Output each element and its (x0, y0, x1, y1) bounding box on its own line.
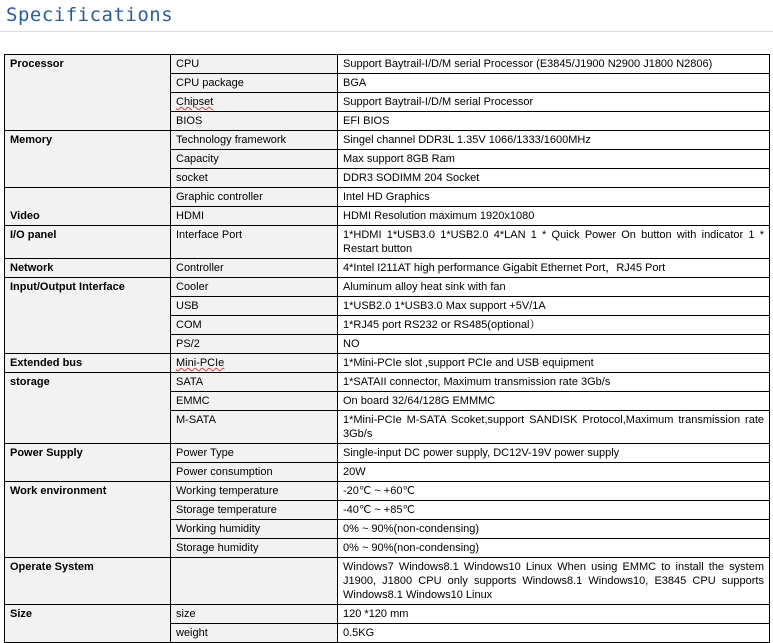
table-row (5, 226, 770, 259)
item-cell: USB (171, 297, 338, 316)
value-cell: Singel channel DDR3L 1.35V 1066/1333/1600MHz (338, 131, 770, 150)
item-cell: size (171, 605, 338, 624)
value-cell: 1*Mini-PCIe slot ,support PCIe and USB equipment (338, 354, 770, 373)
category-cell: I/O panel (5, 226, 171, 259)
item-cell: Cooler (171, 278, 338, 297)
spec-table-container (4, 54, 769, 643)
table-row (5, 188, 770, 207)
value-cell: Intel HD Graphics (338, 188, 770, 207)
category-cell: Operate System (5, 558, 171, 605)
item-cell: Storage temperature (171, 501, 338, 520)
item-cell: CPU (171, 55, 338, 74)
table-row (5, 278, 770, 297)
category-cell: Power Supply (5, 444, 171, 482)
item-text: Chipset (176, 96, 214, 108)
item-cell: Capacity (171, 150, 338, 169)
value-cell: Support Baytrail-I/D/M serial Processor (338, 93, 770, 112)
item-cell: CPU package (171, 74, 338, 93)
value-cell: 20W (338, 463, 770, 482)
item-cell: Controller (171, 259, 338, 278)
value-cell: 4*Intel I211AT high performance Gigabit Ethernet Port，RJ45 Port (338, 259, 770, 278)
table-row (5, 131, 770, 150)
category-cell: Memory (5, 131, 171, 188)
value-cell: Windows7 Windows8.1 Windows10 Linux When using EMMC to install the system J1900, J1800 CPU only supports Windows8.1 Windows10, E3845 CPU supports Windows8.1 Windows10 Linux (338, 558, 770, 605)
item-cell: Graphic controller (171, 188, 338, 207)
item-cell: socket (171, 169, 338, 188)
value-cell: Single-input DC power supply, DC12V-19V power supply (338, 444, 770, 463)
category-cell: storage (5, 373, 171, 444)
value-cell: NO (338, 335, 770, 354)
item-cell: SATA (171, 373, 338, 392)
category-cell: Size (5, 605, 171, 643)
table-row (5, 605, 770, 624)
category-cell: Input/Output Interface (5, 278, 171, 354)
value-cell: DDR3 SODIMM 204 Socket (338, 169, 770, 188)
value-cell: 0% ~ 90%(non-condensing) (338, 539, 770, 558)
value-cell: BGA (338, 74, 770, 93)
table-row (5, 373, 770, 392)
value-cell: 1*HDMI 1*USB3.0 1*USB2.0 4*LAN 1 * Quick Power On button with indicator 1 * Restart button (338, 226, 770, 259)
table-row (5, 444, 770, 463)
value-cell: 1*USB2.0 1*USB3.0 Max support +5V/1A (338, 297, 770, 316)
category-cell: Video (5, 188, 171, 226)
item-cell: M-SATA (171, 411, 338, 444)
item-cell (171, 354, 338, 373)
item-cell: Power Type (171, 444, 338, 463)
value-cell: Aluminum alloy heat sink with fan (338, 278, 770, 297)
category-cell: Network (5, 259, 171, 278)
item-cell: Power consumption (171, 463, 338, 482)
table-row (5, 482, 770, 501)
table-row (5, 55, 770, 74)
item-cell: BIOS (171, 112, 338, 131)
item-cell: EMMC (171, 392, 338, 411)
spec-table (4, 54, 770, 643)
item-cell: weight (171, 624, 338, 643)
item-cell: Working temperature (171, 482, 338, 501)
item-cell (171, 93, 338, 112)
value-cell: On board 32/64/128G EMMMC (338, 392, 770, 411)
value-cell: 1*Mini-PCIe M-SATA Scoket,support SANDISK Protocol,Maximum transmission rate 3Gb/s (338, 411, 770, 444)
value-cell: 1*SATAII connector, Maximum transmission rate 3Gb/s (338, 373, 770, 392)
value-cell: 0.5KG (338, 624, 770, 643)
value-cell: 1*RJ45 port RS232 or RS485(optional） (338, 316, 770, 335)
item-cell: Working humidity (171, 520, 338, 539)
item-cell: COM (171, 316, 338, 335)
table-row (5, 354, 770, 373)
page-title: Specifications (6, 4, 174, 26)
category-cell: Processor (5, 55, 171, 131)
item-cell: Technology framework (171, 131, 338, 150)
value-cell: Max support 8GB Ram (338, 150, 770, 169)
table-row (5, 259, 770, 278)
category-cell: Work environment (5, 482, 171, 558)
item-cell: Storage humidity (171, 539, 338, 558)
value-cell: HDMI Resolution maximum 1920x1080 (338, 207, 770, 226)
title-divider (0, 31, 773, 32)
table-row (5, 558, 770, 605)
value-cell: EFI BIOS (338, 112, 770, 131)
value-cell: -20℃ ~ +60℃ (338, 482, 770, 501)
value-cell: 0% ~ 90%(non-condensing) (338, 520, 770, 539)
value-cell: -40℃ ~ +85℃ (338, 501, 770, 520)
item-cell: PS/2 (171, 335, 338, 354)
category-cell: Extended bus (5, 354, 171, 373)
item-text: Mini-PCIe (176, 357, 225, 369)
value-cell: Support Baytrail-I/D/M serial Processor (E3845/J1900 N2900 J1800 N2806) (338, 55, 770, 74)
item-cell: HDMI (171, 207, 338, 226)
item-cell (171, 558, 338, 605)
value-cell: 120 *120 mm (338, 605, 770, 624)
item-cell: Interface Port (171, 226, 338, 259)
